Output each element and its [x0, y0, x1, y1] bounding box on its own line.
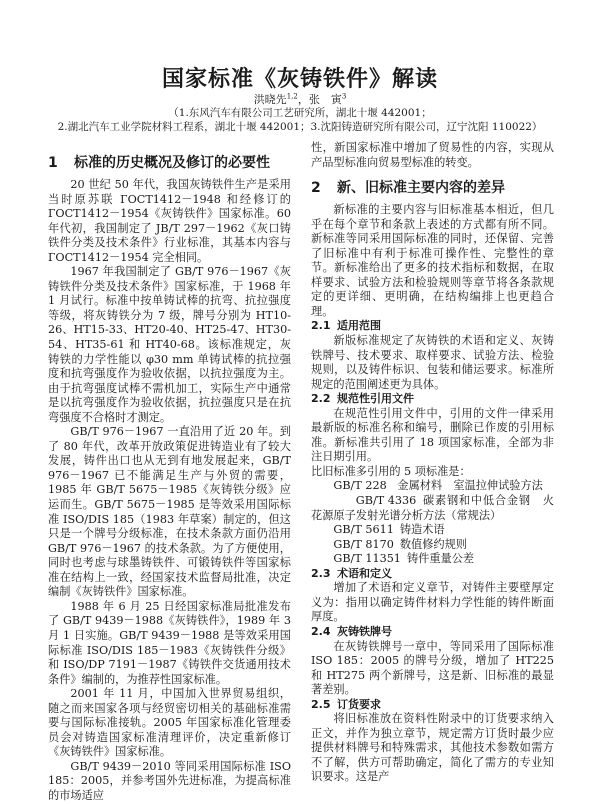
paper-title: 国家标准《灰铸铁件》解读 — [161, 67, 438, 92]
paragraph-continued: 性，新国家标准中增加了贸易性的内容，实现从产品型标准向贸易型标准的转变。 — [311, 141, 554, 169]
section-1-heading — [48, 154, 291, 172]
subsection-title: 灰铸铁牌号 — [337, 624, 392, 638]
section-2-heading — [311, 179, 554, 197]
reference-item — [311, 494, 554, 523]
author-name: 洪晓先 — [253, 93, 287, 106]
affiliation-line: 2.湖北汽车工业学院材料工程系，湖北十堰 442001；3.沈阳铸造研究所有限公司，辽宁沈阳 110022） — [57, 121, 543, 133]
reference-title: 数值修约规则 — [399, 537, 467, 551]
author-name: 张 寅 — [308, 93, 342, 106]
reference-title: 铸造术语 — [399, 523, 445, 537]
reference-item — [311, 538, 554, 553]
author-separator: ， — [297, 93, 309, 106]
subsection-number: 2.2 — [311, 392, 331, 406]
author-affil-mark: 3 — [341, 92, 347, 101]
paragraph: GB/T 9439－2010 等同采用国际标准 ISO 185：2005，并参考国外先进标准，为提高标准的市场适应 — [48, 759, 291, 802]
reference-title: 金属材料 室温拉伸试验方法 — [397, 479, 543, 493]
paragraph: 在灰铸铁牌号一章中，等同采用了国际标准 ISO 185：2005 的牌号分级，增加了 HT225 和 HT275 两个新牌号，这是新、旧标准的最显著差别。 — [311, 639, 554, 697]
section-title: 新、旧标准主要内容的差异 — [337, 180, 505, 197]
paragraph: 比旧标准多引用的 5 项标准是： — [311, 464, 471, 478]
paragraph: 新标准的主要内容与旧标准基本相近，但几乎在每个章节和条款上表述的方式都有所不同。新标准等同采用国际标准的同时，还保留、完善了旧标准中有利于标准可操作性、完整性的章节。新标准给出了更多的技术指标和数据，在取样要求、试验方法和检验规则等章节将各条款规定的更详细、更明确，在结构编排上也更趋合理。 — [311, 203, 554, 318]
paragraph: 2001 年 11 月，中国加入世界贸易组织，随之而来国家各项与经贸密切相关的基础标准需要与国际标准接轨。2005 年国家标准化管理委员会对铸造国家标准清理评价，决定重新修订《灰铸铁件》国家标准。 — [48, 687, 291, 759]
subsection-2-1-heading — [311, 319, 554, 334]
subsection-title: 适用范围 — [337, 319, 381, 333]
paragraph: GB/T 976－1967 一直沿用了近 20 年。到了 80 年代，改革开放政策促进铸造业有了较大发展，铸件出口也从无到有地发展起来，GB/T 976－1967 已不能满足生产与外贸的需要，1985 年 GB/T 5675－1985《灰铸铁分级》应运而生。GB/T 5675－1985 是等效采用国际标准 ISO/DIS 185（1983 年草案）制定的，但这只是一个牌号分级标准，在技术条款方面仍沿用 GB/T 976－1967 的技术条款。为了方便使用，同时也考虑与球墨铸铁件、可锻铸铁件等国家标准在结构上一致，经国家技术监督局批准，决定编制《灰铸铁件》国家标准。 — [48, 425, 291, 599]
paragraph: 在规范性引用文件中，引用的文件一律采用最新版的标准名称和编号，删除已作废的引用标准。新标准共引用了 18 项国家标准，全部为非注日期引用。 — [311, 406, 554, 464]
subsection-title: 术语和定义 — [337, 566, 392, 580]
right-column — [311, 141, 554, 785]
paragraph: 20 世纪 50 年代，我国灰铸铁件生产是采用当时原苏联 ГОСТ1412－1948 和经修订的 ГОСТ1412－1954《灰铸铁件》国家标准。60 年代初，我国制定了 JB/T 297－1962《灰口铸铁件分类及技术条件》行业标准，其基本内容与 ГОСТ1412－1954 完全相同。 — [48, 178, 291, 264]
reference-code: GB/T 11351 — [333, 552, 401, 566]
subsection-2-3-heading — [311, 567, 554, 582]
subsection-2-4-heading — [311, 625, 554, 640]
paragraph: 1967 年我国制定了 GB/T 976－1967《灰铸铁件分类及技术条件》国家标准，于 1968 年 1 月试行。标准中按单铸试棒的抗弯、抗拉强度等级，将灰铸铁分为 7 级，牌号分别为 HT10-26、HT15-33、HT20-40、HT25-47、HT30-54、HT35-61 和 HT40-68。该标准规定，灰铸铁的力学性能以 φ30 mm 单铸试棒的抗拉强度和抗弯强度作为验收依据，以抗拉强度为主。由于抗弯强度试棒不需机加工，实际生产中通常是以抗弯强度作为验收依据，抗拉强度只是在抗弯强度不合格时才测定。 — [48, 265, 291, 424]
paragraph: 1988 年 6 月 25 日经国家标准局批准发布了 GB/T 9439－1988《灰铸铁件》，1989 年 3 月 1 日实施。GB/T 9439－1988 是等效采用国际标准 ISO/DIS 185－1983《灰铸铁件分级》和 ISO/DP 7191－1987《铸铁件交货通用技术条件》编制的，为推荐性国家标准。 — [48, 599, 291, 686]
reference-item — [311, 552, 554, 567]
affiliation-line: （1.东风汽车有限公司工艺研究所，湖北十堰 442001； — [168, 107, 432, 119]
reference-code: GB/T 4336 — [355, 494, 417, 508]
reference-code: GB/T 228 — [333, 479, 387, 493]
section-number: 2 — [311, 180, 321, 197]
section-title: 标准的历史概况及修订的必要性 — [74, 155, 270, 171]
section-number: 1 — [48, 155, 58, 171]
subsection-2-2-heading — [311, 392, 554, 407]
reference-title: 碳素钢和中低合金钢 火花源原子发射光谱分析方法（常规法） — [311, 494, 554, 522]
reference-item — [311, 479, 554, 494]
reference-code: GB/T 8170 — [333, 537, 394, 551]
subsection-title: 规范性引用文件 — [337, 392, 414, 406]
paragraph: 将旧标准放在资料性附录中的订货要求纳入正文，并作为独立章节，规定需方订货时最少应提供材料牌号和特殊需求，其他技术参数如需方不了解，供方可帮助确定，简化了需方的专业知识要求。这是产 — [311, 712, 554, 784]
subsection-number: 2.5 — [311, 697, 331, 711]
subsection-number: 2.4 — [311, 624, 331, 638]
paragraph: 增加了术语和定义章节，对铸件主要壁厚定义为：指用以确定铸件材料力学性能的铸件断面厚度。 — [311, 581, 554, 624]
reference-item — [311, 523, 554, 538]
reference-code: GB/T 5611 — [333, 523, 394, 537]
subsection-2-5-heading — [311, 698, 554, 713]
author-affil-mark: 1,2 — [286, 92, 298, 101]
paragraph: 新版标准规定了灰铸铁的术语和定义、灰铸铁牌号、技术要求、取样要求、试验方法、检验规则，以及铸件标识、包装和储运要求。标准所规定的范围阐述更为具体。 — [311, 334, 554, 391]
left-column — [48, 148, 291, 804]
subsection-title: 订货要求 — [337, 697, 381, 711]
reference-title: 铸件重量公差 — [406, 552, 475, 566]
subsection-number: 2.3 — [311, 566, 331, 580]
subsection-number: 2.1 — [311, 319, 331, 333]
